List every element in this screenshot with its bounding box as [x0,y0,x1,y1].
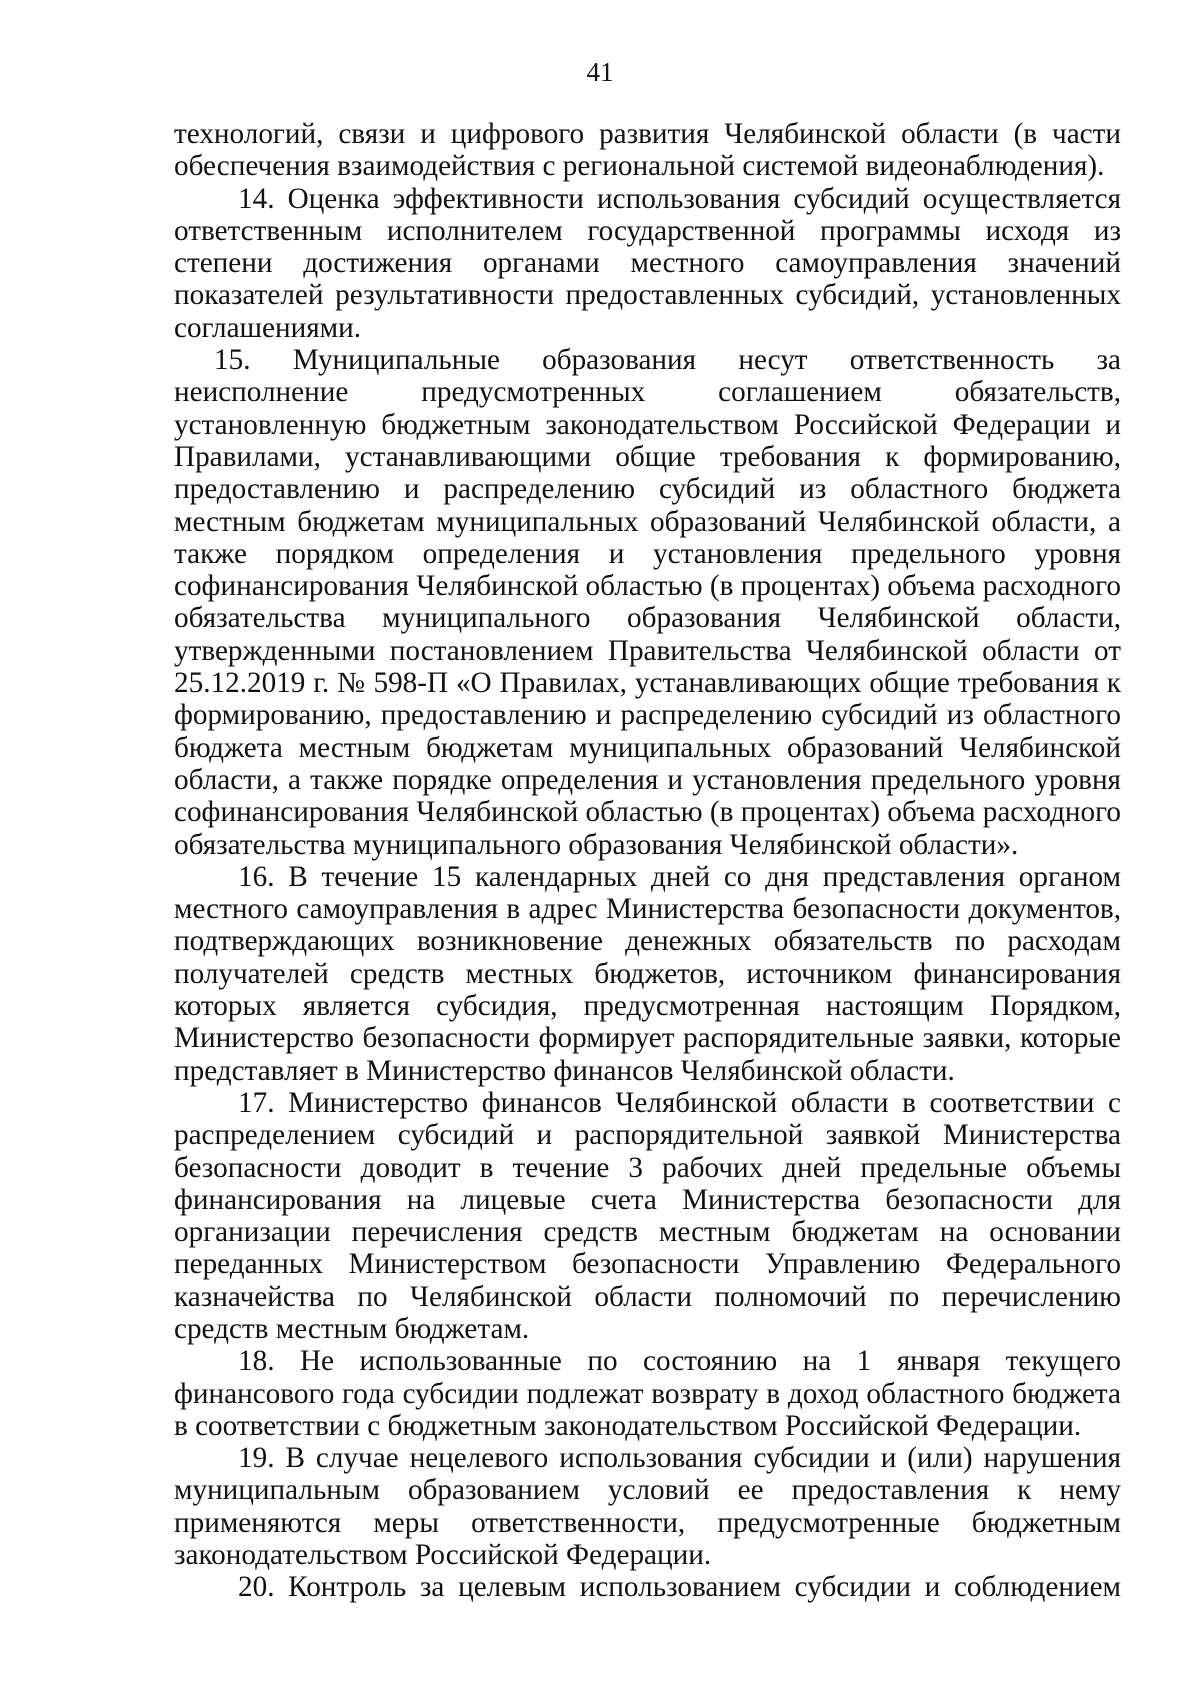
page-number: 41 [586,57,614,87]
paragraph-14: 14. Оценка эффективности использования субсидий осуществляется ответственным исполнителем государственной программы исходя из степени достижения органами местного самоуправления значений показателей результативности предоставленных субсидий, установленных соглашениями. [174,182,1121,344]
paragraph-19: 19. В случае нецелевого использования субсидии и (или) нарушения муниципальным образованием условий ее предоставления к нему применяются меры ответственности, предусмотренные бюджетным законодательством Российской Федерации. [174,1442,1121,1572]
paragraph-15: 15. Муниципальные образования несут ответственность за неисполнение предусмотренных соглашением обязательств, установленную бюджетным законодательством Российской Федерации и Правилами, устанавливающими общие требования к формированию, предоставлению и распределению субсидий из областного бюджета местным бюджетам муниципальных образований Челябинской области, а также порядком определения и установления предельного уровня софинансирования Челябинской областью (в процентах) объема расходного обязательства муниципального образования Челябинской области, утвержденными постановлением Правительства Челябинской области от 25.12.2019 г. № 598-П «О Правилах, устанавливающих общие требования к формированию, предоставлению и распределению субсидий из областного бюджета местным бюджетам муниципальных образований Челябинской области, а также порядке определения и установления предельного уровня софинансирования Челябинской областью (в процентах) объема расходного обязательства муниципального образования Челябинской области». [174,344,1121,861]
paragraph-18: 18. Не использованные по состоянию на 1 января текущего финансового года субсидии подлежат возврату в доход областного бюджета в соответствии с бюджетным законодательством Российской Федерации. [174,1345,1121,1442]
paragraph-17: 17. Министерство финансов Челябинской области в соответствии с распределением субсидий и распорядительной заявкой Министерства безопасности доводит в течение 3 рабочих дней предельные объемы финансирования на лицевые счета Министерства безопасности для организации перечисления средств местным бюджетам на основании переданных Министерством безопасности Управлению Федерального казначейства по Челябинской области полномочий по перечислению средств местным бюджетам. [174,1086,1121,1345]
paragraph-13-continuation: технологий, связи и цифрового развития Челябинской области (в части обеспечения взаимодействия с региональной системой видеонаблюдения). [174,118,1121,183]
document-body [174,118,1121,1604]
paragraph-20: 20. Контроль за целевым использованием субсидии и соблюдением [238,1571,1121,1604]
paragraph-16: 16. В течение 15 календарных дней со дня представления органом местного самоуправления в адрес Министерства безопасности документов, подтверждающих возникновение денежных обязательств по расходам получателей средств местных бюджетов, источником финансирования которых является субсидия, предусмотренная настоящим Порядком, Министерство безопасности формирует распорядительные заявки, которые представляет в Министерство финансов Челябинской области. [174,860,1121,1087]
